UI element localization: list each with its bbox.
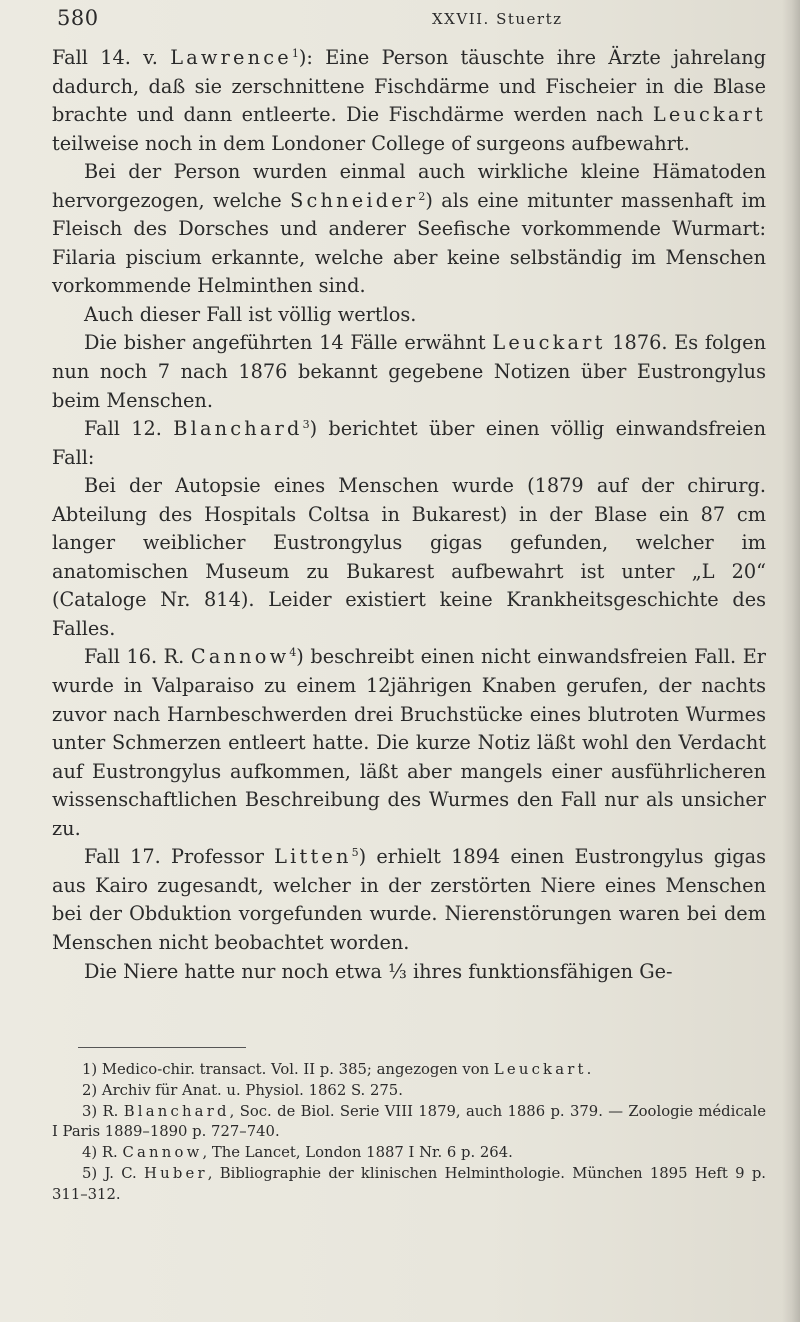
paragraph-autopsie: Bei der Autopsie eines Menschen wurde (1879 auf der chirurg. Abteilung des Hospitals Coltsa in Bukarest) in der Blase ein 87 cm langer weiblicher Eustrongylus gigas gefunden, welcher im anatomischen Museum zu Bukarest aufbewahrt ist unter „L 20“ (Cataloge Nr. 814). Leider existiert keine Krankheitsgeschichte des Falles. <box>52 474 766 640</box>
footnote-ref: 2 <box>418 189 426 203</box>
author-name: Blanchard <box>123 1102 230 1120</box>
author-name: Cannow <box>190 645 290 669</box>
paragraph-fall-16: Fall 16. R. Cannow$^4$) beschreibt einen nicht einwandsfreien Fall. Er wurde in Valparaiso zu einem 12jährigen Knaben gerufen, der nachts zuvor nach Harnbeschwerden drei Bruchstücke eines blutroten Wurmes unter Schmerzen entleert hatte. Die kurze Notiz läßt wohl den Verdacht auf Eustrongylus aufkommen, läßt aber mangels einer ausführlicheren wissenschaftlichen Beschreibung des Wurmes den Fall nur als unsicher zu. <box>52 645 766 840</box>
page-edge-shadow <box>782 0 800 1322</box>
paragraph-leuckart-summary: Die bisher angeführten 14 Fälle erwähnt Leuckart 1876. Es folgen nun noch 7 nach 1876 bekannt gegebene Notizen über Eustrongylus beim Menschen. <box>52 331 767 412</box>
paragraph-schneider: Bei der Person wurden einmal auch wirkliche kleine Hämatoden hervorgezogen, welche Schneider$^2$) als eine mitunter massenhaft im Fleisch des Dorsches und anderer Seefische vorkommende Wurmart: Filaria piscium erkannte, welche aber keine selbständig im Menschen vorkommende Helminthen sind. <box>52 160 766 298</box>
footnote-ref: 1 <box>291 47 299 60</box>
author-name: Leuckart <box>492 331 606 355</box>
author-name: Leuckart <box>652 103 766 127</box>
author-name: Schneider <box>290 188 419 212</box>
footnote-3: 3) R. Blanchard, Soc. de Biol. Serie VIII 1879, auch 1886 p. 379. — Zoologie médicale I Paris 1889–1890 p. 727–740. <box>52 1102 766 1141</box>
footnotes <box>52 1060 766 1206</box>
running-head: XXVII. Stuertz <box>432 10 563 28</box>
footnote-ref: 5 <box>351 846 359 860</box>
footnote-1: 1) Medico-chir. transact. Vol. II p. 385; angezogen von Leuckart. <box>82 1061 592 1078</box>
paragraph-fall-14: Fall 14. v. Lawrence$^1$): Eine Person täuschte ihre Ärzte jahrelang dadurch, daß sie zerschnittene Fischdärme und Fischeier in die Blase brachte und dann entleerte. Die Fischdärme werden nach Leuckart teilweise noch in dem Londoner College of surgeons aufbewahrt. <box>52 46 767 155</box>
footnote-2: 2) Archiv für Anat. u. Physiol. 1862 S. 275. <box>82 1081 403 1099</box>
footnote-ref: 4 <box>289 646 297 660</box>
author-name: Cannow <box>122 1144 203 1162</box>
author-name: Leuckart <box>493 1061 587 1078</box>
paragraph-fall-17: Fall 17. Professor Litten$^5$) erhielt 1894 einen Eustrongylus gigas aus Kairo zugesandt, welcher in der zerstörten Niere eines Menschen bei der Obduktion vorgefunden wurde. Nierenstörungen waren bei dem Menschen nicht beobachtet worden. <box>52 845 766 954</box>
body-text <box>52 44 766 986</box>
paragraph-wertlos: Auch dieser Fall ist völlig wertlos. <box>84 302 417 326</box>
page-header <box>0 6 800 38</box>
paragraph-niere: Die Niere hatte nur noch etwa ⅓ ihres funktionsfähigen Ge- <box>84 959 673 983</box>
author-name: Litten <box>274 845 352 869</box>
author-name: Blanchard <box>173 417 303 441</box>
footnote-separator <box>78 1047 246 1048</box>
footnote-5: 5) J. C. Huber, Bibliographie der klinischen Helminthologie. München 1895 Heft 9 p. 311–312. <box>52 1164 766 1203</box>
page-number: 580 <box>57 6 99 30</box>
author-name: Lawrence <box>170 46 292 69</box>
footnote-ref: 3 <box>302 418 310 432</box>
footnote-4: 4) R. Cannow, The Lancet, London 1887 I Nr. 6 p. 264. <box>82 1144 513 1162</box>
author-name: Huber <box>144 1164 208 1182</box>
paragraph-fall-12: Fall 12. Blanchard$^3$) berichtet über einen völlig einwandsfreien Fall: <box>52 417 766 469</box>
